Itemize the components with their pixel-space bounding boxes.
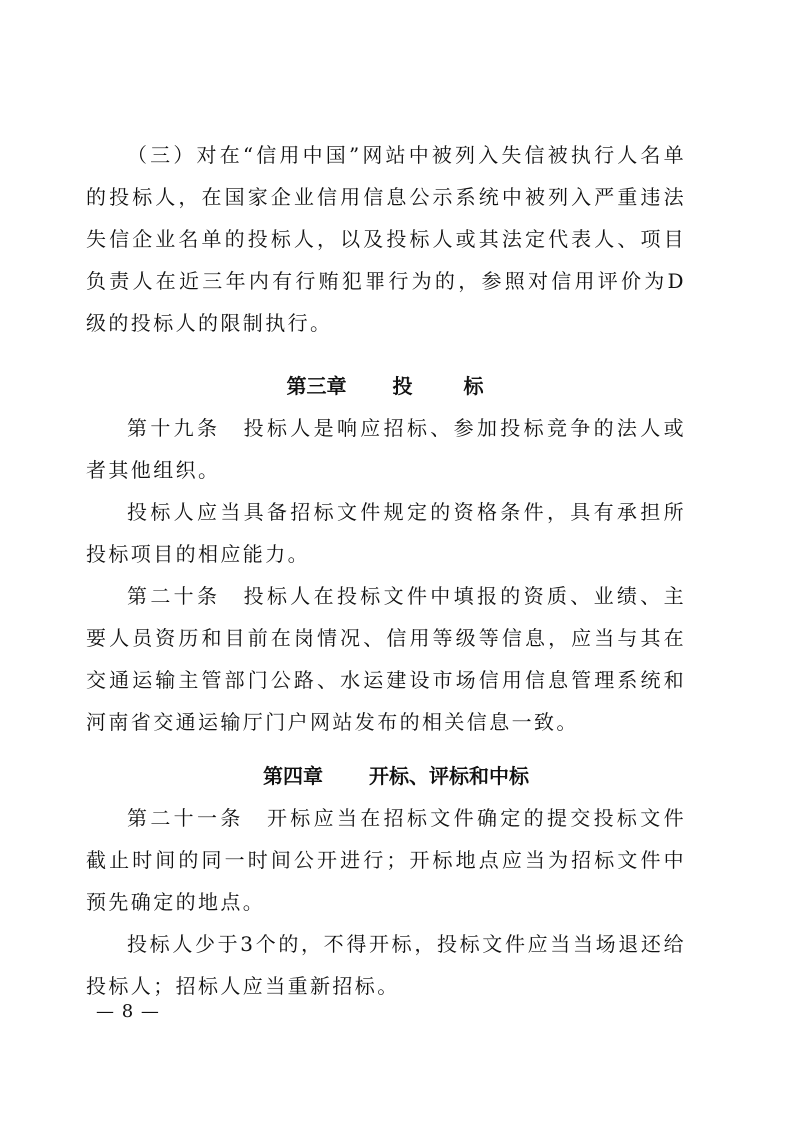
chapter-4-heading <box>86 756 706 796</box>
chapter-3-number: 第三章 <box>286 374 347 398</box>
chapter-4-number: 第四章 <box>263 764 323 788</box>
page-number: — 8 — <box>96 1001 160 1022</box>
paragraph-fewer-than-three-bidders: 投标人少于3个的，不得开标，投标文件应当当场退还给投标人；招标人应当重新招标。 <box>86 932 686 998</box>
chapter-3-title: 投 标 <box>392 374 506 398</box>
chapter-3-heading <box>86 366 706 406</box>
article-20: 第二十条 投标人在投标文件中填报的资质、业绩、主要人员资历和目前在岗情况、信用等级等信息，应当与其在交通运输主管部门公路、水运建设市场信用信息管理系统和河南省交通运输厅门户网站发布的相关信息一致。 <box>86 584 686 734</box>
article-21: 第二十一条 开标应当在招标文件确定的提交投标文件截止时间的同一时间公开进行；开标地点应当为招标文件中预先确定的地点。 <box>86 806 686 914</box>
chapter-4-title: 开标、评标和中标 <box>369 764 529 788</box>
paragraph-credit-restriction: （三）对在“信用中国”网站中被列入失信被执行人名单的投标人，在国家企业信用信息公示系统中被列入严重违法失信企业名单的投标人，以及投标人或其法定代表人、项目负责人在近三年内有行贿犯罪行为的，参照对信用评价为D级的投标人的限制执行。 <box>86 143 686 335</box>
paragraph-bidder-qualification: 投标人应当具备招标文件规定的资格条件，具有承担所投标项目的相应能力。 <box>86 500 686 566</box>
article-19: 第十九条 投标人是响应招标、参加投标竞争的法人或者其他组织。 <box>86 416 686 482</box>
